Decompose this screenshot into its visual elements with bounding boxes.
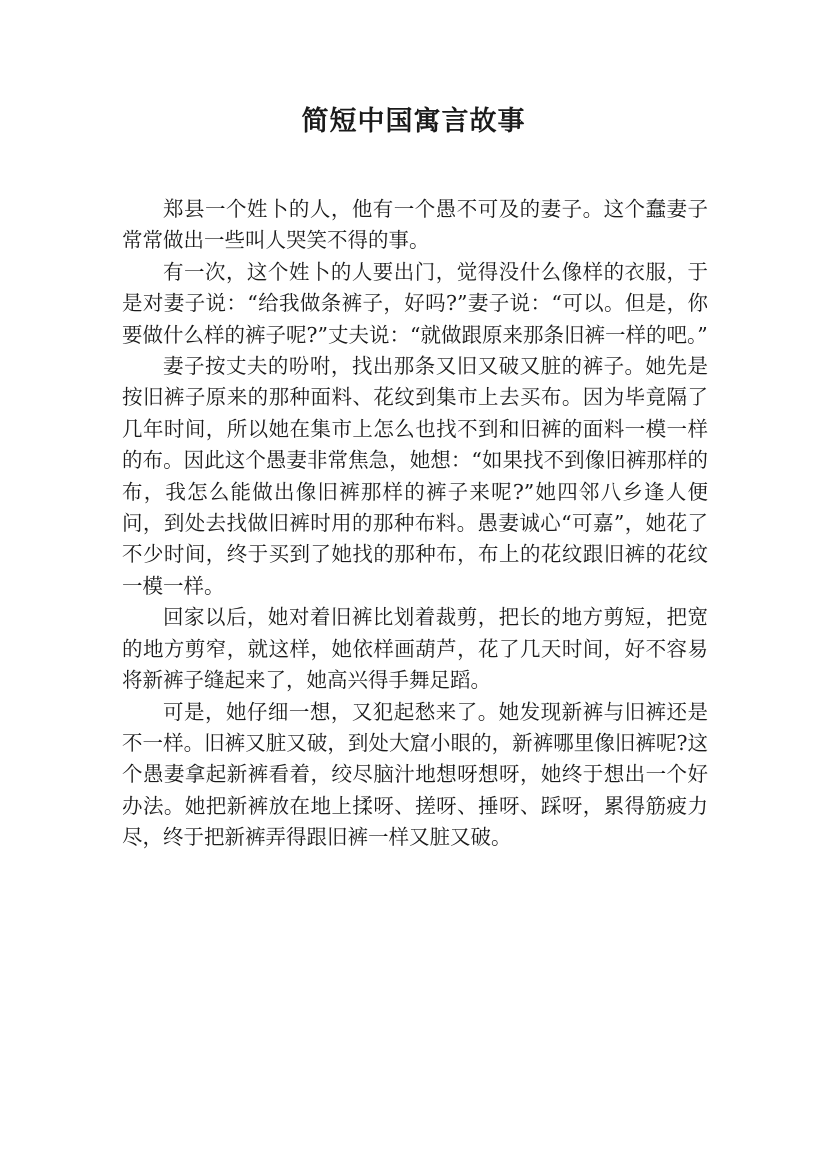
paragraph-4: 回家以后，她对着旧裤比划着裁剪，把长的地方剪短，把宽的地方剪窄，就这样，她依样画葫芦，花了几天时间，好不容易将新裤子缝起来了，她高兴得手舞足蹈。 [122, 605, 708, 693]
paragraph-2: 有一次，这个姓卜的人要出门，觉得没什么像样的衣服，于是对妻子说：“给我做条裤子，好吗?”妻子说：“可以。但是，你要做什么样的裤子呢?”丈夫说：“就做跟原来那条旧裤一样的吧。” [122, 259, 708, 347]
document-body [122, 194, 708, 854]
paragraph-3: 妻子按丈夫的吩咐，找出那条又旧又破又脏的裤子。她先是按旧裤子原来的那种面料、花纹到集市上去买布。因为毕竟隔了几年时间，所以她在集市上怎么也找不到和旧裤的面料一模一样的布。因此这个愚妻非常焦急，她想：“如果找不到像旧裤那样的布，我怎么能做出像旧裤那样的裤子来呢?”她四邻八乡逢人便问，到处去找做旧裤时用的那种布料。愚妻诚心“可嘉”，她花了不少时间，终于买到了她找的那种布，布上的花纹跟旧裤的花纹一模一样。 [122, 354, 708, 598]
paragraph-1: 郑县一个姓卜的人，他有一个愚不可及的妻子。这个蠢妻子常常做出一些叫人哭笑不得的事。 [122, 197, 708, 253]
paragraph-5: 可是，她仔细一想，又犯起愁来了。她发现新裤与旧裤还是不一样。旧裤又脏又破，到处大窟小眼的，新裤哪里像旧裤呢?这个愚妻拿起新裤看着，绞尽脑汁地想呀想呀，她终于想出一个好办法。她把新裤放在地上揉呀、搓呀、捶呀、踩呀，累得筋疲力尽，终于把新裤弄得跟旧裤一样又脏又破。 [122, 699, 708, 850]
document-title: 简短中国寓言故事 [301, 106, 526, 137]
